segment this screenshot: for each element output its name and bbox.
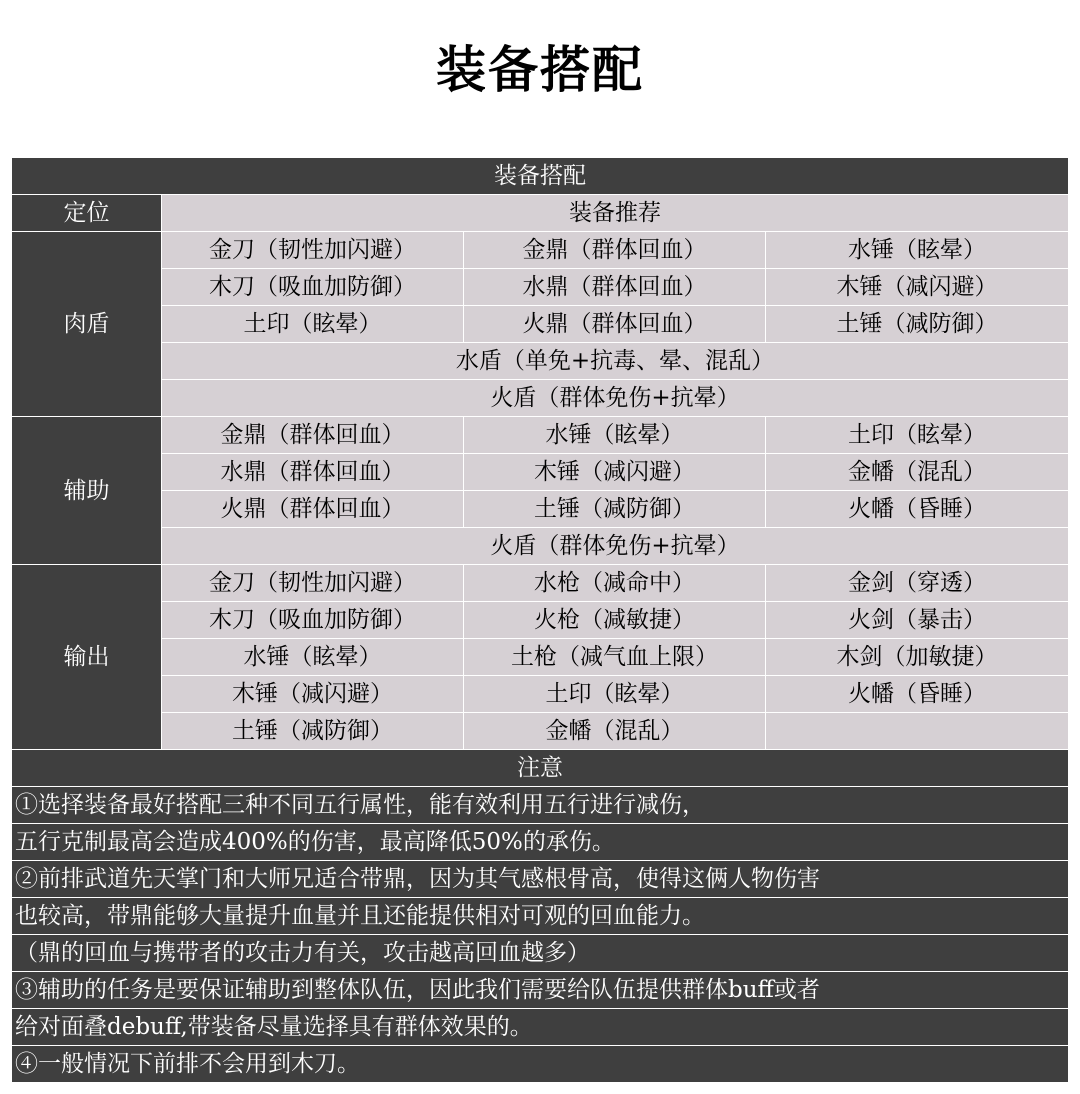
equipment-cell: 土印（眩晕） xyxy=(464,676,766,713)
equipment-cell: 木刀（吸血加防御） xyxy=(162,602,464,639)
note-row xyxy=(12,861,1069,898)
equipment-cell: 金剑（穿透） xyxy=(766,565,1069,602)
role-cell: 输出 xyxy=(12,565,162,750)
equipment-cell: 金刀（韧性加闪避） xyxy=(162,232,464,269)
equipment-cell: 木锤（减闪避） xyxy=(464,454,766,491)
equipment-cell: 土锤（减防御） xyxy=(162,713,464,750)
note-row xyxy=(12,787,1069,824)
equipment-cell: 火幡（昏睡） xyxy=(766,491,1069,528)
equipment-cell: 金鼎（群体回血） xyxy=(162,417,464,454)
role-cell: 肉盾 xyxy=(12,232,162,417)
table-row xyxy=(12,380,1069,417)
table-row xyxy=(12,639,1069,676)
equipment-cell: 土锤（减防御） xyxy=(464,491,766,528)
table-row xyxy=(12,306,1069,343)
table-row xyxy=(12,454,1069,491)
table-row xyxy=(12,269,1069,306)
table-row xyxy=(12,528,1069,565)
equipment-cell: 土枪（减气血上限） xyxy=(464,639,766,676)
table-title-row xyxy=(12,158,1069,195)
equipment-cell: 水枪（减命中） xyxy=(464,565,766,602)
equipment-cell: 木剑（加敏捷） xyxy=(766,639,1069,676)
equipment-cell: 火剑（暴击） xyxy=(766,602,1069,639)
note-row xyxy=(12,1009,1069,1046)
table-row xyxy=(12,417,1069,454)
equipment-wide-cell: 火盾（群体免伤+抗晕） xyxy=(162,380,1069,417)
equipment-cell: 土印（眩晕） xyxy=(766,417,1069,454)
equipment-cell: 木刀（吸血加防御） xyxy=(162,269,464,306)
note-row xyxy=(12,1046,1069,1083)
note-line: ④一般情况下前排不会用到木刀。 xyxy=(12,1046,1069,1083)
position-header: 定位 xyxy=(12,195,162,232)
table-row xyxy=(12,232,1069,269)
note-line: 给对面叠debuff,带装备尽量选择具有群体效果的。 xyxy=(12,1009,1069,1046)
equipment-table xyxy=(11,157,1069,1083)
note-line: ①选择装备最好搭配三种不同五行属性，能有效利用五行进行减伤， xyxy=(12,787,1069,824)
notes-title: 注意 xyxy=(12,750,1069,787)
notes-title-row xyxy=(12,750,1069,787)
equipment-cell: 金幡（混乱） xyxy=(464,713,766,750)
note-line: ③辅助的任务是要保证辅助到整体队伍，因此我们需要给队伍提供群体buff或者 xyxy=(12,972,1069,1009)
equipment-wide-cell: 火盾（群体免伤+抗晕） xyxy=(162,528,1069,565)
equipment-cell: 水锤（眩晕） xyxy=(162,639,464,676)
table-row xyxy=(12,602,1069,639)
equipment-wide-cell: 水盾（单免+抗毒、晕、混乱） xyxy=(162,343,1069,380)
table-row xyxy=(12,565,1069,602)
equipment-cell: 木锤（减闪避） xyxy=(766,269,1069,306)
note-row xyxy=(12,972,1069,1009)
note-row xyxy=(12,824,1069,861)
equipment-cell: 火鼎（群体回血） xyxy=(162,491,464,528)
table-row xyxy=(12,343,1069,380)
table-header-row xyxy=(12,195,1069,232)
note-line: 也较高，带鼎能够大量提升血量并且还能提供相对可观的回血能力。 xyxy=(12,898,1069,935)
role-cell: 辅助 xyxy=(12,417,162,565)
equipment-cell: 金刀（韧性加闪避） xyxy=(162,565,464,602)
note-row xyxy=(12,935,1069,972)
equipment-cell: 火鼎（群体回血） xyxy=(464,306,766,343)
table-title: 装备搭配 xyxy=(12,158,1069,195)
equipment-cell: 火幡（昏睡） xyxy=(766,676,1069,713)
equipment-cell: 金幡（混乱） xyxy=(766,454,1069,491)
equipment-cell: 木锤（减闪避） xyxy=(162,676,464,713)
table-row xyxy=(12,713,1069,750)
equipment-cell: 水鼎（群体回血） xyxy=(162,454,464,491)
equipment-cell: 土锤（减防御） xyxy=(766,306,1069,343)
recommend-header: 装备推荐 xyxy=(162,195,1069,232)
note-line: ②前排武道先天掌门和大师兄适合带鼎，因为其气感根骨高，使得这俩人物伤害 xyxy=(12,861,1069,898)
equipment-cell: 水鼎（群体回血） xyxy=(464,269,766,306)
equipment-cell: 金鼎（群体回血） xyxy=(464,232,766,269)
equipment-cell: 水锤（眩晕） xyxy=(766,232,1069,269)
equipment-cell: 土印（眩晕） xyxy=(162,306,464,343)
note-line: （鼎的回血与携带者的攻击力有关，攻击越高回血越多） xyxy=(12,935,1069,972)
equipment-cell xyxy=(766,713,1069,750)
table-row xyxy=(12,676,1069,713)
note-line: 五行克制最高会造成400%的伤害，最高降低50%的承伤。 xyxy=(12,824,1069,861)
equipment-cell: 水锤（眩晕） xyxy=(464,417,766,454)
table-row xyxy=(12,491,1069,528)
note-row xyxy=(12,898,1069,935)
page-title: 装备搭配 xyxy=(436,40,644,99)
equipment-cell: 火枪（减敏捷） xyxy=(464,602,766,639)
